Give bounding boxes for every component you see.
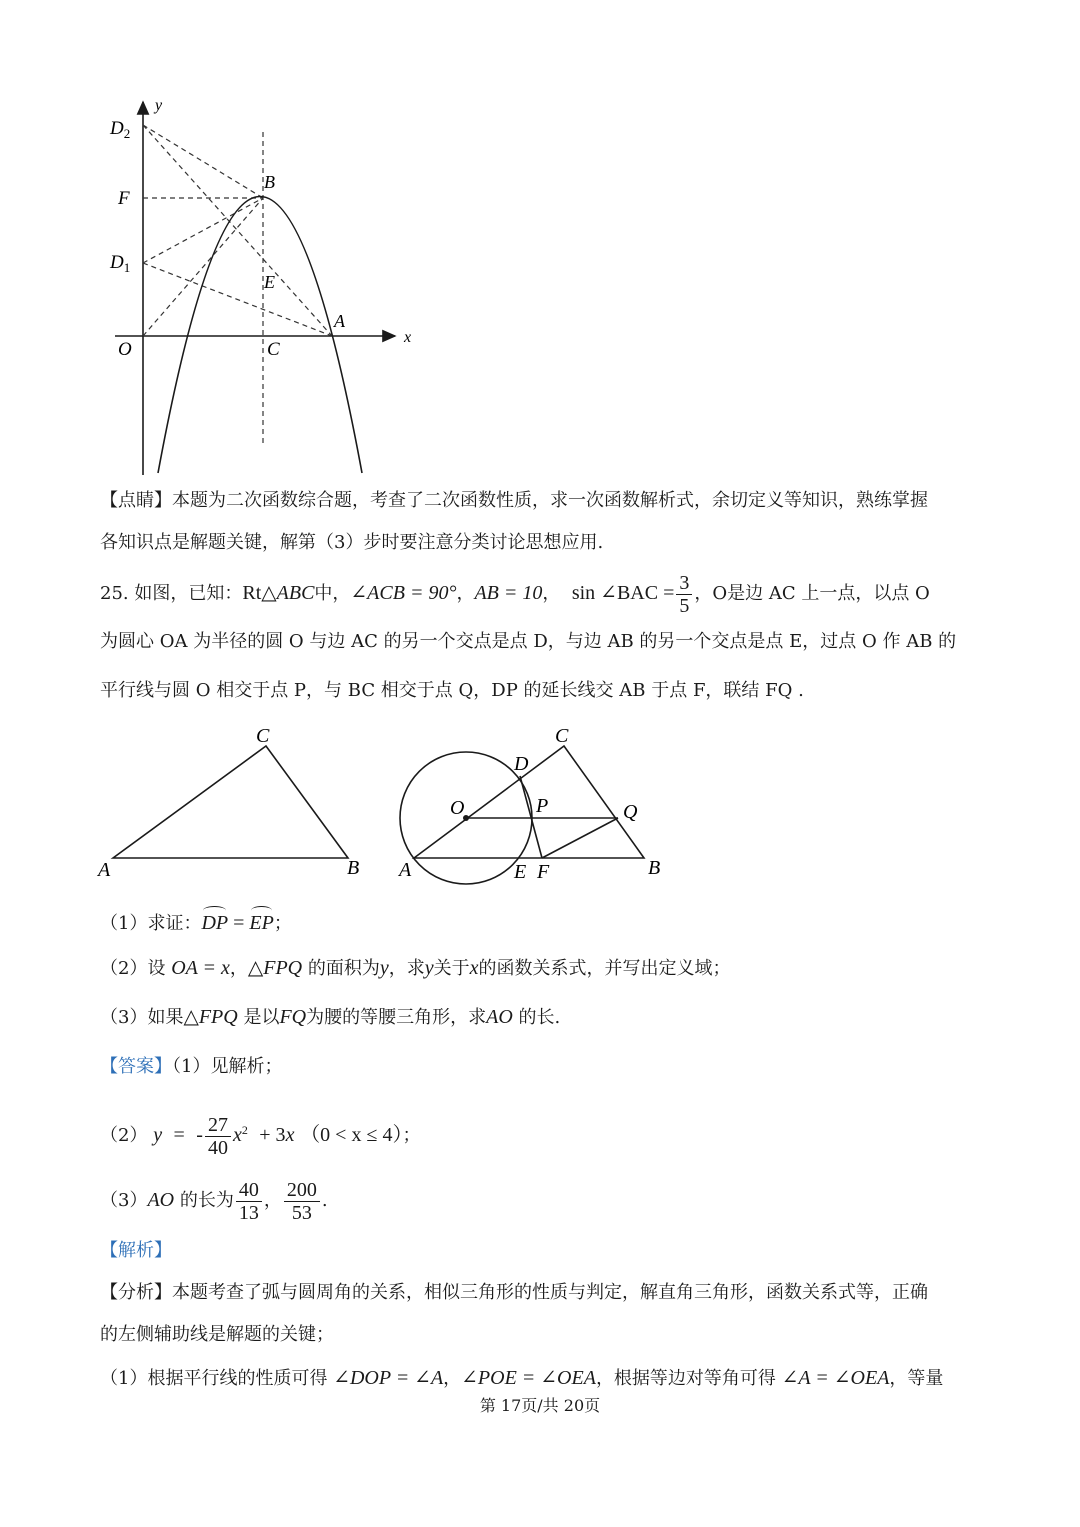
- right-label-a: A: [399, 859, 412, 881]
- step1-comma: ，: [443, 1368, 462, 1389]
- q2-mid3: ，求: [388, 958, 425, 979]
- q3-tri: △FPQ: [183, 1006, 238, 1028]
- problem-angle-acb: ∠ACB = 90°: [350, 582, 457, 604]
- step1-prefix: （1）根据平行线的性质可得: [100, 1368, 334, 1389]
- arc-ep: EP: [249, 906, 273, 936]
- step1-eq3: ∠A = ∠OEA: [781, 1367, 890, 1389]
- problem-text3: 平行线与圆 O 相交于点 P，与 BC 相交于点 Q，DP 的延长线交 AB 于点 F，联结 FQ .: [100, 680, 804, 701]
- label-e: E: [264, 272, 275, 292]
- right-label-b: B: [648, 857, 661, 879]
- a3-comma: ，: [263, 1190, 282, 1211]
- fenxi-line2: [100, 1322, 334, 1348]
- a2-denominator: 40: [207, 1136, 228, 1159]
- step1-suffix: ，等量: [889, 1368, 944, 1389]
- label-d2: $D_2$: [110, 118, 131, 141]
- a3-mid: 的长为: [174, 1190, 234, 1211]
- right-label-f: F: [537, 861, 550, 883]
- triangle-abc-right: [414, 746, 644, 858]
- a2-x: x: [232, 1124, 242, 1146]
- right-label-c: C: [555, 725, 569, 747]
- problem-comma1: ，: [456, 583, 475, 604]
- q2-mid1: ，: [229, 958, 248, 979]
- fenxi-tag: 【分析】: [100, 1282, 172, 1303]
- a3-ao: AO: [147, 1189, 175, 1211]
- a3-frac2: [284, 1179, 320, 1224]
- triangle-abc-left: [113, 746, 348, 858]
- q3-fq: FQ: [279, 1006, 307, 1028]
- problem-rest1: ，O是边 AC 上一点，以点 O: [694, 583, 930, 604]
- problem-sin: sin ∠BAC =: [571, 582, 675, 604]
- dianjing-tag: 【点睛】: [100, 490, 172, 511]
- right-label-e: E: [514, 861, 527, 883]
- dianjing-text1: 本题为二次函数综合题，考查了二次函数性质，求一次函数解析式，余切定义等知识，熟练掌握: [172, 490, 928, 511]
- a2-plus: + 3: [259, 1124, 286, 1146]
- q1-prefix: （1）求证：: [100, 913, 202, 934]
- label-f: F: [118, 188, 130, 209]
- a3-frac1: [236, 1179, 262, 1224]
- parabola-figure: [100, 90, 430, 480]
- a3-den2: 53: [291, 1201, 312, 1224]
- answer-1-text: （1）见解析；: [172, 1056, 283, 1077]
- left-label-c: C: [256, 725, 270, 747]
- problem-comma2: ，: [542, 583, 561, 604]
- page-footer: 第 17页/共 20页: [479, 1396, 601, 1415]
- segment-d1-a: [143, 263, 332, 336]
- right-label-p: P: [536, 795, 549, 817]
- label-d1: $D_1$: [110, 252, 131, 275]
- problem-line3: [100, 678, 804, 704]
- left-label-b: B: [347, 857, 360, 879]
- label-c: C: [267, 339, 280, 360]
- q3-ao: AO: [486, 1006, 513, 1028]
- label-o: O: [118, 339, 132, 360]
- fenxi-text1: 本题考查了弧与圆周角的关系，相似三角形的性质与判定，解直角三角形，函数关系式等，正确: [172, 1282, 928, 1303]
- right-label-q: Q: [623, 801, 638, 823]
- q2-tri: △FPQ: [247, 957, 303, 979]
- dianjing-text2: 各知识点是解题关键，解第（3）步时要注意分类讨论思想应用.: [100, 532, 604, 553]
- right-label-d: D: [514, 753, 529, 775]
- jiexi-heading: [100, 1238, 172, 1264]
- triangle-circle-figure: [90, 718, 680, 890]
- a2-y: y: [153, 1124, 163, 1146]
- a3-num2: 200: [284, 1179, 320, 1202]
- q3-suffix: 的长.: [512, 1007, 561, 1028]
- a2-numerator: 27: [205, 1114, 231, 1137]
- problem-tri-abc: △ABC: [261, 582, 315, 604]
- a2-prefix: （2）: [100, 1125, 148, 1146]
- segment-f-q: [542, 818, 618, 858]
- question-3: [100, 1004, 560, 1031]
- step1-eq2: ∠POE = ∠OEA: [461, 1367, 596, 1389]
- q3-mid1: 是以: [237, 1007, 280, 1028]
- question-1: [100, 906, 292, 937]
- segment-d1-b: [143, 198, 263, 263]
- jiexi-tag: 【解析】: [100, 1240, 172, 1261]
- a2-suffix: ；: [402, 1125, 421, 1146]
- q2-x: x: [469, 957, 479, 979]
- left-label-a: A: [98, 859, 111, 881]
- fenxi-line1: [100, 1280, 928, 1306]
- a3-num1: 40: [236, 1179, 262, 1202]
- answer-2: [100, 1104, 420, 1160]
- a2-eq: =: [173, 1124, 185, 1146]
- right-label-o: O: [450, 797, 465, 819]
- segment-d-f: [520, 776, 542, 858]
- problem-number: 25. 如图，已知：: [100, 583, 243, 604]
- problem-sin-frac: [676, 572, 692, 617]
- step1-eq1: ∠DOP = ∠A: [333, 1367, 444, 1389]
- a3-suffix: .: [321, 1190, 328, 1211]
- step1-line: [100, 1365, 943, 1392]
- fenxi-text2: 的左侧辅助线是解题的关键；: [100, 1324, 334, 1345]
- problem-rt: Rt: [242, 582, 262, 604]
- q2-mid4: 关于: [433, 958, 470, 979]
- problem-zhong: 中，: [314, 583, 351, 604]
- label-x: x: [404, 329, 412, 346]
- q2-y: y: [379, 957, 389, 979]
- a3-den1: 13: [238, 1201, 259, 1224]
- q1-eq: =: [228, 912, 250, 934]
- dianjing-line2: [100, 530, 603, 556]
- q1-suffix: ；: [273, 913, 292, 934]
- label-b: B: [264, 172, 275, 192]
- a2-frac: [205, 1114, 231, 1159]
- answer-1: [100, 1054, 282, 1080]
- q2-prefix: （2）设: [100, 958, 172, 979]
- q2-y2: y: [424, 957, 434, 979]
- dianjing-line1: [100, 488, 928, 514]
- label-a: A: [334, 311, 345, 331]
- q3-prefix: （3）如果: [100, 1007, 184, 1028]
- a3-prefix: （3）: [100, 1190, 148, 1211]
- a2-minus: -: [196, 1124, 203, 1146]
- parabola-curve: [158, 197, 362, 474]
- sin-denominator: 5: [679, 594, 690, 617]
- sin-numerator: 3: [676, 572, 692, 595]
- question-2: [100, 955, 731, 982]
- a2-domain: （0 < x ≤ 4）: [300, 1124, 403, 1146]
- segment-d2-a: [143, 125, 332, 336]
- label-y: y: [155, 97, 163, 114]
- q3-mid2: 为腰的等腰三角形，求: [306, 1007, 487, 1028]
- a2-exponent: 2: [241, 1123, 248, 1137]
- problem-text2: 为圆心 OA 为半径的圆 O 与边 AC 的另一个交点是点 D，与边 AB 的另一个交点是点 E，过点 O 作 AB 的: [100, 631, 957, 652]
- problem-line2: [100, 629, 956, 655]
- step1-mid: ，根据等边对等角可得: [595, 1368, 782, 1389]
- problem-ab10: AB = 10: [474, 582, 543, 604]
- arc-dp: DP: [201, 906, 228, 936]
- segment-d2-b: [143, 125, 263, 198]
- answer-3: [100, 1174, 328, 1230]
- answer-tag: 【答案】: [100, 1056, 172, 1077]
- problem-line1: [100, 570, 930, 620]
- a2-x2: x: [285, 1124, 295, 1146]
- segment-o-b: [143, 198, 263, 336]
- q2-suffix: 的函数关系式，并写出定义域；: [478, 958, 731, 979]
- q2-mid2: 的面积为: [302, 958, 380, 979]
- q2-oa: OA = x: [171, 957, 230, 979]
